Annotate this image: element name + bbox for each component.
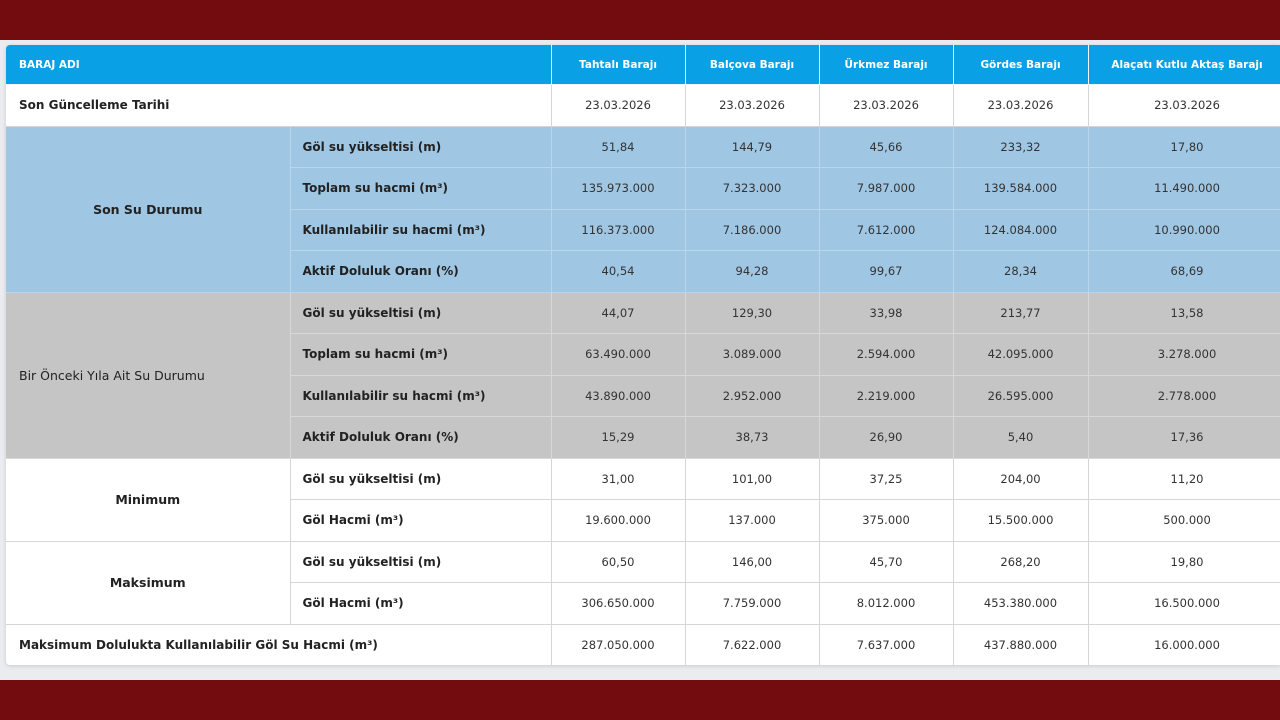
top-frame-band (0, 0, 1280, 40)
group-label-maximum: Maksimum (6, 541, 290, 624)
table-cell: 23.03.2026 (1088, 85, 1280, 127)
header-dam: Alaçatı Kutlu Aktaş Barajı (1088, 45, 1280, 85)
table-cell: 7.612.000 (819, 209, 953, 251)
table-cell: 94,28 (685, 251, 819, 293)
table-cell: 2.594.000 (819, 334, 953, 376)
table-cell: 7.622.000 (685, 624, 819, 665)
table-cell: 43.890.000 (551, 375, 685, 417)
table-cell: 135.973.000 (551, 168, 685, 210)
table-cell: 45,66 (819, 126, 953, 168)
table-cell: 51,84 (551, 126, 685, 168)
table-cell: 8.012.000 (819, 583, 953, 625)
table-cell: 500.000 (1088, 500, 1280, 542)
table-cell: 44,07 (551, 292, 685, 334)
table-cell: 144,79 (685, 126, 819, 168)
table-row (6, 458, 1280, 500)
table-cell: 10.990.000 (1088, 209, 1280, 251)
group-label-previous-year: Bir Önceki Yıla Ait Su Durumu (6, 292, 290, 458)
dam-status-table (6, 45, 1280, 665)
table-cell: 437.880.000 (953, 624, 1088, 665)
table-cell: 17,80 (1088, 126, 1280, 168)
param-label: Kullanılabilir su hacmi (m³) (290, 209, 551, 251)
param-label: Göl su yükseltisi (m) (290, 292, 551, 334)
param-label: Göl su yükseltisi (m) (290, 126, 551, 168)
table-cell: 116.373.000 (551, 209, 685, 251)
table-row-update-date (6, 85, 1280, 127)
table-cell: 38,73 (685, 417, 819, 459)
table-cell: 7.637.000 (819, 624, 953, 665)
table-cell: 23.03.2026 (953, 85, 1088, 127)
table-cell: 7.186.000 (685, 209, 819, 251)
table-row-max-usable (6, 624, 1280, 665)
table-cell: 204,00 (953, 458, 1088, 500)
table-cell: 11.490.000 (1088, 168, 1280, 210)
table-cell: 17,36 (1088, 417, 1280, 459)
param-label: Göl Hacmi (m³) (290, 500, 551, 542)
table-cell: 28,34 (953, 251, 1088, 293)
table-cell: 11,20 (1088, 458, 1280, 500)
table-row (6, 541, 1280, 583)
table-cell: 213,77 (953, 292, 1088, 334)
table-cell: 7.987.000 (819, 168, 953, 210)
table-cell: 137.000 (685, 500, 819, 542)
max-usable-label: Maksimum Dolulukta Kullanılabilir Göl Su Hacmi (m³) (6, 624, 551, 665)
table-cell: 19,80 (1088, 541, 1280, 583)
table-cell: 101,00 (685, 458, 819, 500)
table-cell: 99,67 (819, 251, 953, 293)
table-cell: 3.278.000 (1088, 334, 1280, 376)
bottom-frame-band (0, 680, 1280, 720)
table-cell: 19.600.000 (551, 500, 685, 542)
table-cell: 129,30 (685, 292, 819, 334)
table-cell: 45,70 (819, 541, 953, 583)
table-cell: 2.778.000 (1088, 375, 1280, 417)
header-dam-name: BARAJ ADI (6, 45, 551, 85)
table-cell: 5,40 (953, 417, 1088, 459)
table-cell: 3.089.000 (685, 334, 819, 376)
table-cell: 16.000.000 (1088, 624, 1280, 665)
table-cell: 268,20 (953, 541, 1088, 583)
group-label-minimum: Minimum (6, 458, 290, 541)
group-label-current: Son Su Durumu (6, 126, 290, 292)
table-cell: 60,50 (551, 541, 685, 583)
table-cell: 7.759.000 (685, 583, 819, 625)
table-cell: 42.095.000 (953, 334, 1088, 376)
param-label: Göl su yükseltisi (m) (290, 458, 551, 500)
table-cell: 40,54 (551, 251, 685, 293)
table-cell: 63.490.000 (551, 334, 685, 376)
table-cell: 16.500.000 (1088, 583, 1280, 625)
param-label: Kullanılabilir su hacmi (m³) (290, 375, 551, 417)
table-row (6, 292, 1280, 334)
table-header-row (6, 45, 1280, 85)
table-cell: 23.03.2026 (551, 85, 685, 127)
dam-status-card (6, 45, 1280, 665)
table-cell: 15,29 (551, 417, 685, 459)
param-label: Göl su yükseltisi (m) (290, 541, 551, 583)
table-cell: 146,00 (685, 541, 819, 583)
table-cell: 2.952.000 (685, 375, 819, 417)
table-cell: 23.03.2026 (819, 85, 953, 127)
table-cell: 15.500.000 (953, 500, 1088, 542)
header-dam: Balçova Barajı (685, 45, 819, 85)
table-cell: 453.380.000 (953, 583, 1088, 625)
param-label: Toplam su hacmi (m³) (290, 168, 551, 210)
table-cell: 7.323.000 (685, 168, 819, 210)
table-cell: 26.595.000 (953, 375, 1088, 417)
table-cell: 2.219.000 (819, 375, 953, 417)
param-label: Aktif Doluluk Oranı (%) (290, 251, 551, 293)
table-cell: 375.000 (819, 500, 953, 542)
table-cell: 68,69 (1088, 251, 1280, 293)
table-cell: 31,00 (551, 458, 685, 500)
table-cell: 287.050.000 (551, 624, 685, 665)
table-cell: 306.650.000 (551, 583, 685, 625)
table-cell: 233,32 (953, 126, 1088, 168)
table-cell: 26,90 (819, 417, 953, 459)
update-date-label: Son Güncelleme Tarihi (6, 85, 551, 127)
table-cell: 13,58 (1088, 292, 1280, 334)
table-row (6, 126, 1280, 168)
table-cell: 33,98 (819, 292, 953, 334)
table-cell: 37,25 (819, 458, 953, 500)
header-dam: Gördes Barajı (953, 45, 1088, 85)
param-label: Aktif Doluluk Oranı (%) (290, 417, 551, 459)
table-cell: 23.03.2026 (685, 85, 819, 127)
param-label: Toplam su hacmi (m³) (290, 334, 551, 376)
table-cell: 124.084.000 (953, 209, 1088, 251)
header-dam: Tahtalı Barajı (551, 45, 685, 85)
param-label: Göl Hacmi (m³) (290, 583, 551, 625)
header-dam: Ürkmez Barajı (819, 45, 953, 85)
table-cell: 139.584.000 (953, 168, 1088, 210)
